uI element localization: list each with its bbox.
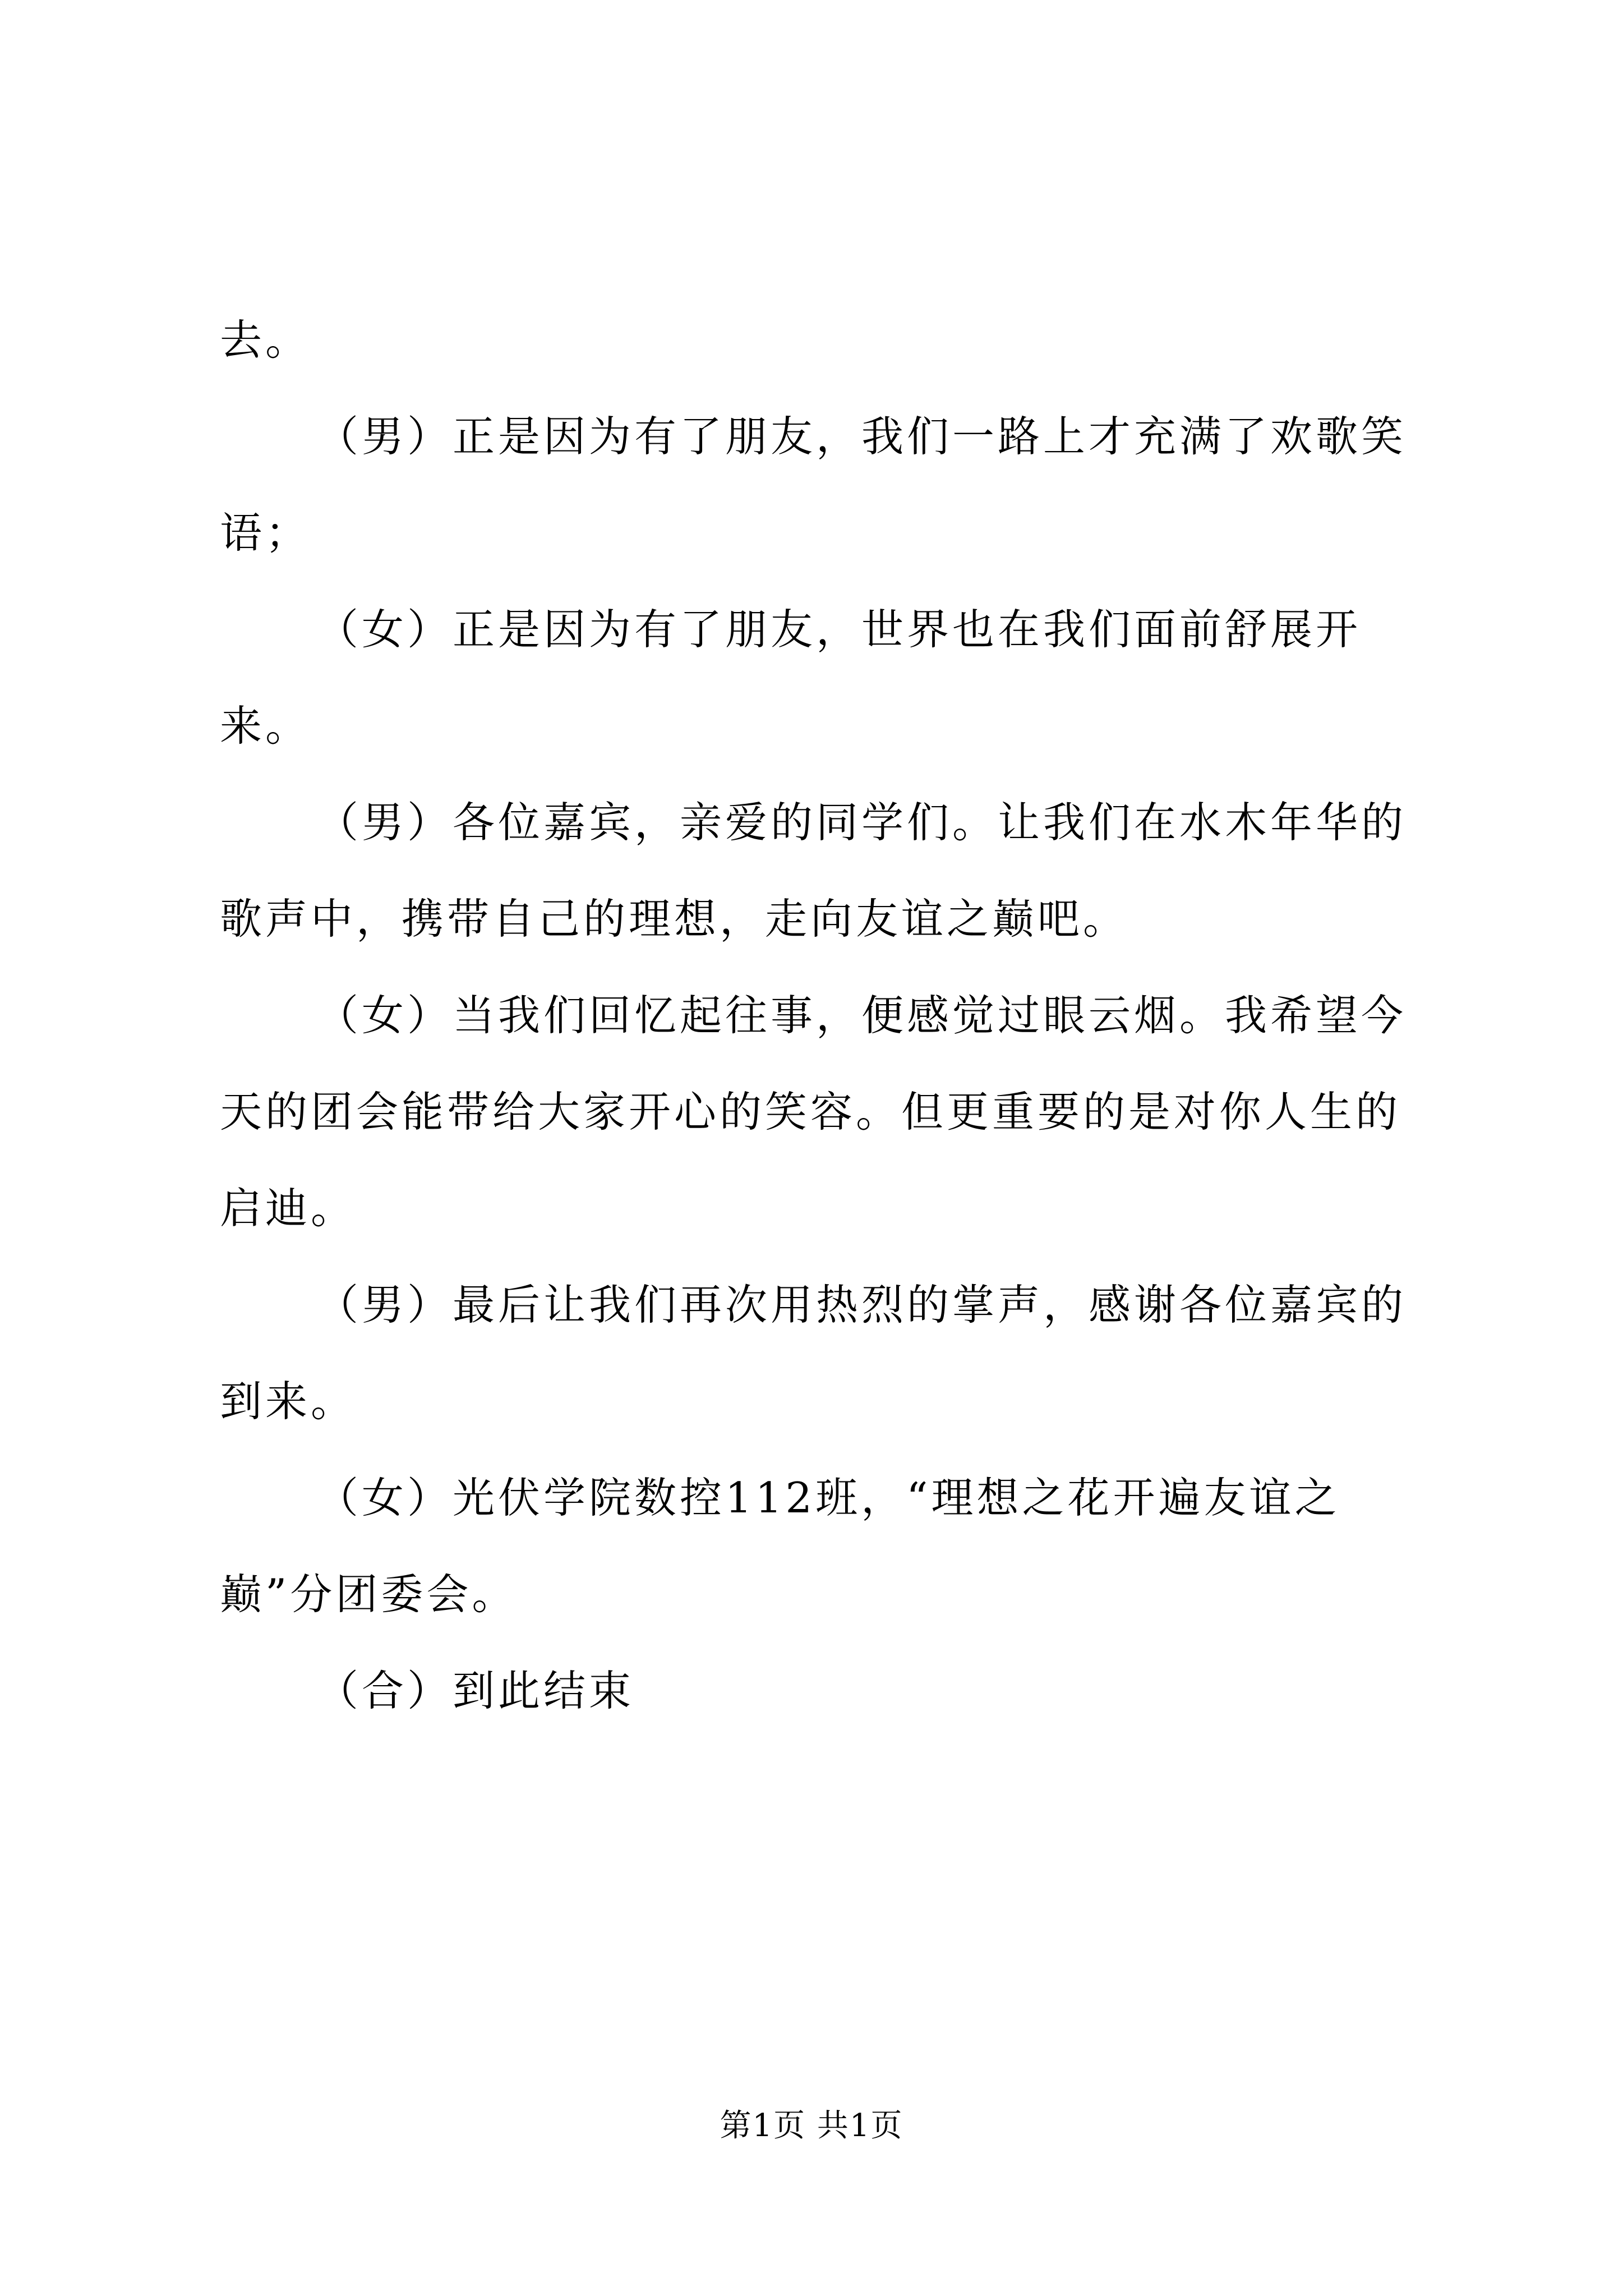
paragraph-female-2: （女）当我们回忆起往事，便感觉过眼云烟。我希望今天的团会能带给大家开心的笑容。但更重要的是对你人生的启迪。 xyxy=(220,991,1407,1233)
page-footer: 第1页 共1页 xyxy=(720,2108,903,2144)
paragraph-female-1: （女）正是因为有了朋友，世界也在我们面前舒展开来。 xyxy=(220,605,1362,751)
document-body xyxy=(220,292,1423,1739)
paragraph-female-3: （女）光伏学院数控112班，“理想之花开遍友谊之巅”分团委会。 xyxy=(220,1473,1340,1619)
paragraph-continuation: 去。 xyxy=(220,315,311,365)
paragraph-together: （合）到此结束 xyxy=(316,1666,635,1715)
paragraph-male-3: （男）最后让我们再次用热烈的掌声，感谢各位嘉宾的到来。 xyxy=(220,1280,1407,1426)
paragraph-male-1: （男）正是因为有了朋友，我们一路上才充满了欢歌笑语； xyxy=(220,412,1407,558)
paragraph-male-2: （男）各位嘉宾，亲爱的同学们。让我们在水木年华的歌声中，携带自己的理想，走向友谊之巅吧。 xyxy=(220,798,1407,944)
